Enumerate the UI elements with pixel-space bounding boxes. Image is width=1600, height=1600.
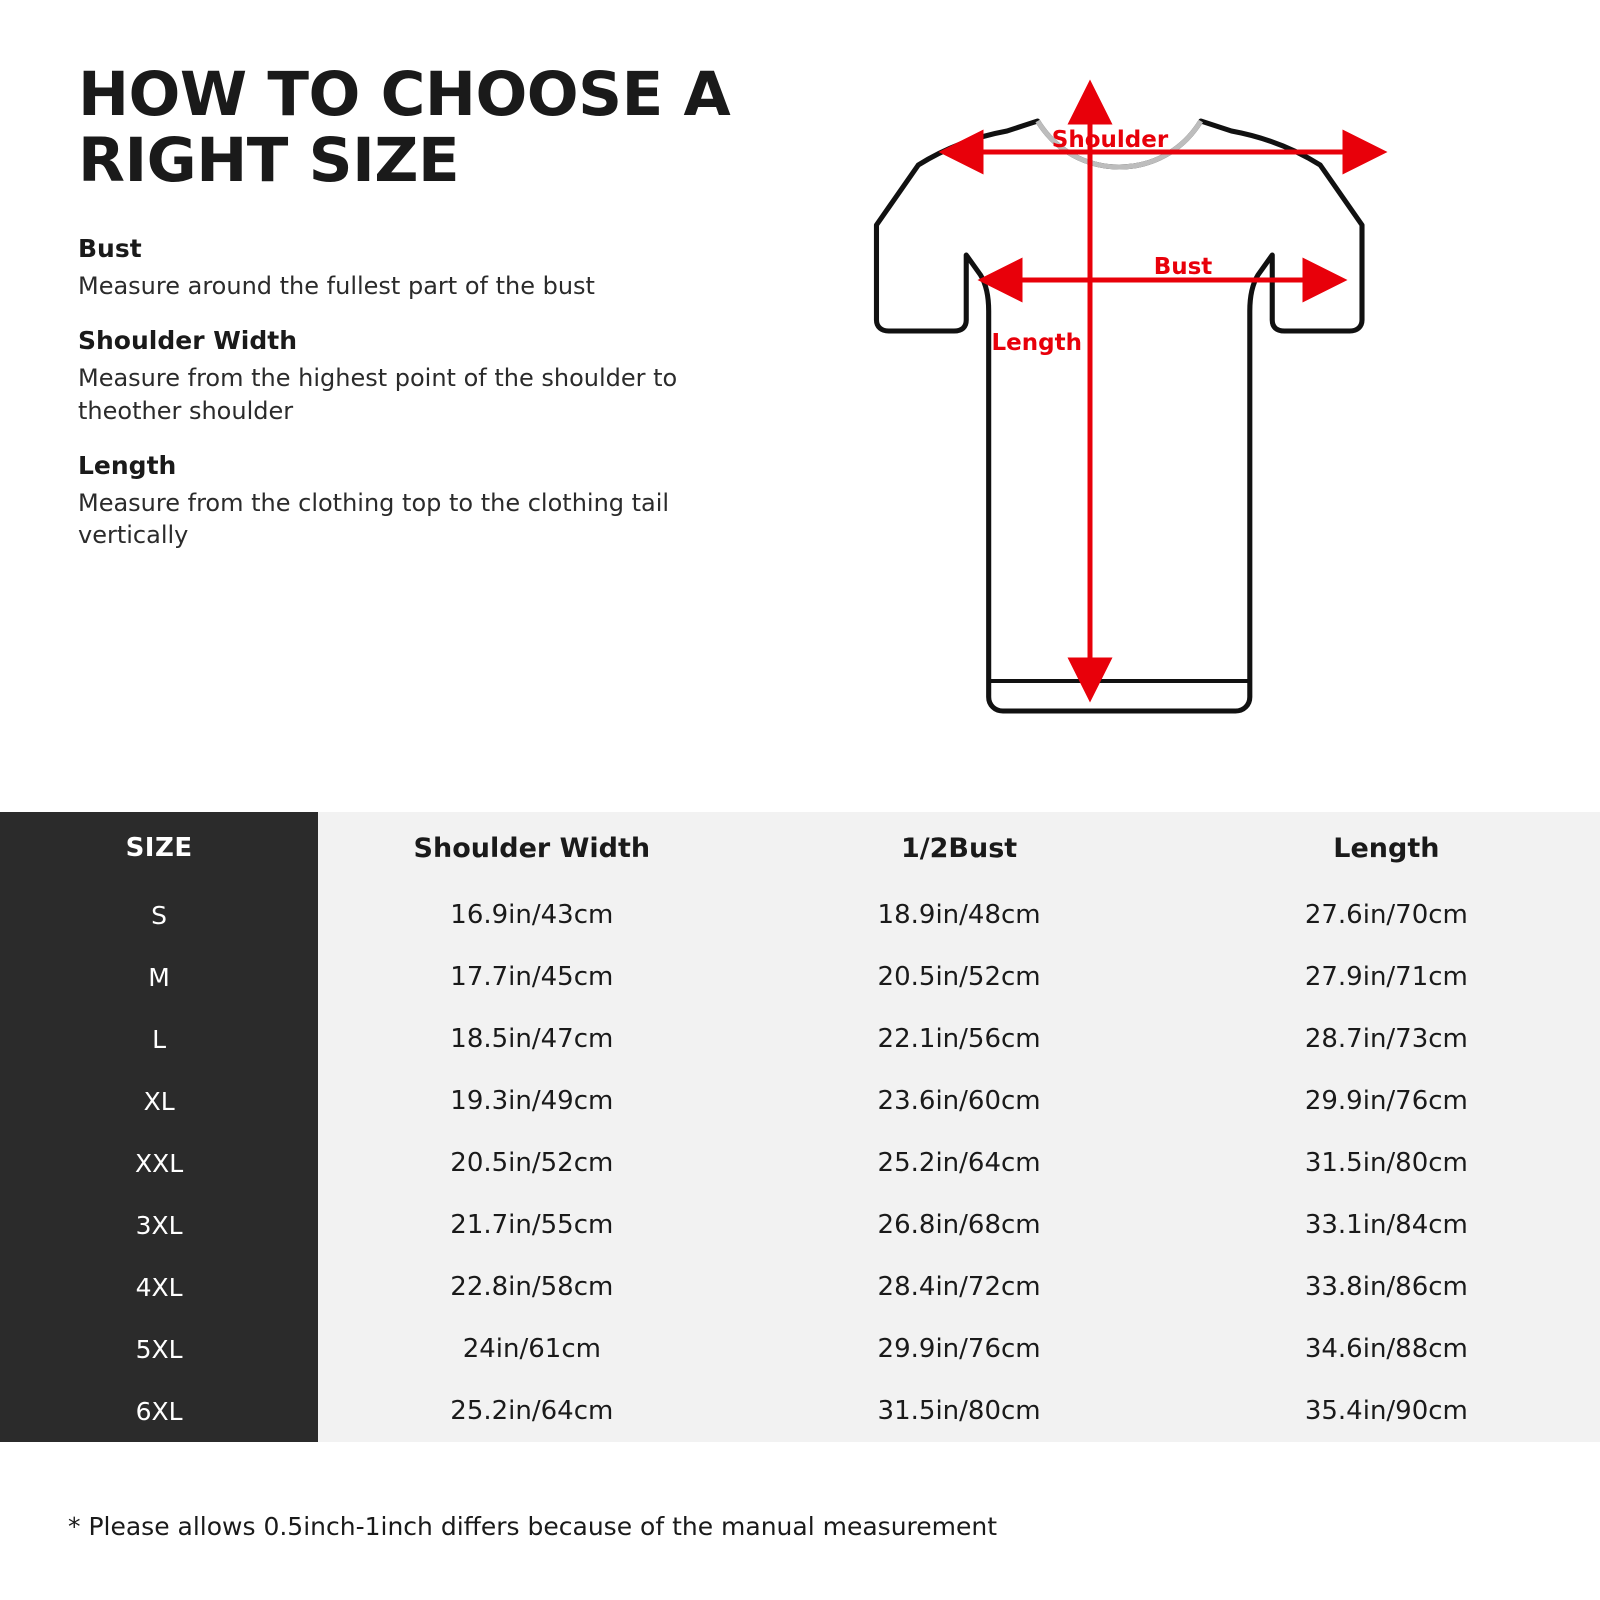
cell-size: 5XL (0, 1318, 318, 1380)
table-row (0, 884, 1600, 946)
cell-size: L (0, 1008, 318, 1070)
size-table-head (0, 812, 1600, 884)
definition-term: Length (78, 450, 177, 480)
table-row (0, 1070, 1600, 1132)
cell-bust: 31.5in/80cm (745, 1380, 1172, 1442)
cell-length: 33.8in/86cm (1173, 1256, 1600, 1318)
table-row (0, 946, 1600, 1008)
cell-bust: 26.8in/68cm (745, 1194, 1172, 1256)
cell-size: S (0, 884, 318, 946)
cell-shoulder: 20.5in/52cm (318, 1132, 745, 1194)
cell-shoulder: 21.7in/55cm (318, 1194, 745, 1256)
size-table (0, 812, 1600, 1442)
column-header-half-bust: 1/2Bust (745, 812, 1172, 884)
footnote: * Please allows 0.5inch-1inch differs because of the manual measurement (68, 1512, 998, 1541)
definition-length (78, 451, 778, 552)
cell-size: 6XL (0, 1380, 318, 1442)
cell-bust: 23.6in/60cm (745, 1070, 1172, 1132)
cell-length: 34.6in/88cm (1173, 1318, 1600, 1380)
bust-label: Bust (1153, 254, 1213, 280)
length-label: Length (991, 330, 1082, 356)
table-row (0, 1256, 1600, 1318)
cell-bust: 29.9in/76cm (745, 1318, 1172, 1380)
cell-shoulder: 25.2in/64cm (318, 1380, 745, 1442)
cell-shoulder: 24in/61cm (318, 1318, 745, 1380)
tshirt-outline (876, 121, 1362, 711)
size-table-body (0, 884, 1600, 1442)
cell-length: 35.4in/90cm (1173, 1380, 1600, 1442)
cell-length: 31.5in/80cm (1173, 1132, 1600, 1194)
instructions-panel (78, 59, 778, 576)
cell-size: M (0, 946, 318, 1008)
cell-shoulder: 22.8in/58cm (318, 1256, 745, 1318)
table-header-row (0, 812, 1600, 884)
cell-shoulder: 17.7in/45cm (318, 946, 745, 1008)
definition-description: Measure from the clothing top to the clothing tail vertically (78, 488, 670, 550)
shoulder-label: Shoulder (1051, 127, 1169, 153)
cell-bust: 20.5in/52cm (745, 946, 1172, 1008)
definition-bust (78, 234, 778, 302)
cell-bust: 18.9in/48cm (745, 884, 1172, 946)
definition-shoulder-width (78, 326, 778, 427)
table-row (0, 1318, 1600, 1380)
cell-length: 29.9in/76cm (1173, 1070, 1600, 1132)
cell-size: 3XL (0, 1194, 318, 1256)
cell-size: XXL (0, 1132, 318, 1194)
cell-bust: 25.2in/64cm (745, 1132, 1172, 1194)
cell-size: 4XL (0, 1256, 318, 1318)
cell-bust: 28.4in/72cm (745, 1256, 1172, 1318)
cell-bust: 22.1in/56cm (745, 1008, 1172, 1070)
definition-description: Measure from the highest point of the shoulder to theother shoulder (78, 364, 678, 425)
cell-shoulder: 16.9in/43cm (318, 884, 745, 946)
definition-term: Shoulder Width (78, 326, 298, 356)
definition-description: Measure around the fullest part of the bust (78, 271, 595, 300)
table-row (0, 1008, 1600, 1070)
table-row (0, 1380, 1600, 1442)
page-title: HOW TO CHOOSE A RIGHT SIZE (78, 59, 731, 196)
table-row (0, 1194, 1600, 1256)
cell-length: 33.1in/84cm (1173, 1194, 1600, 1256)
cell-size: XL (0, 1070, 318, 1132)
cell-length: 28.7in/73cm (1173, 1008, 1600, 1070)
cell-shoulder: 18.5in/47cm (318, 1008, 745, 1070)
cell-length: 27.6in/70cm (1173, 884, 1600, 946)
column-header-length: Length (1173, 812, 1600, 884)
column-header-shoulder-width: Shoulder Width (318, 812, 745, 884)
cell-length: 27.9in/71cm (1173, 946, 1600, 1008)
cell-shoulder: 19.3in/49cm (318, 1070, 745, 1132)
definition-term: Bust (78, 233, 142, 263)
column-header-size: SIZE (0, 812, 318, 884)
size-table-wrapper (0, 812, 1600, 1442)
table-row (0, 1132, 1600, 1194)
tshirt-measurement-diagram (810, 55, 1510, 735)
